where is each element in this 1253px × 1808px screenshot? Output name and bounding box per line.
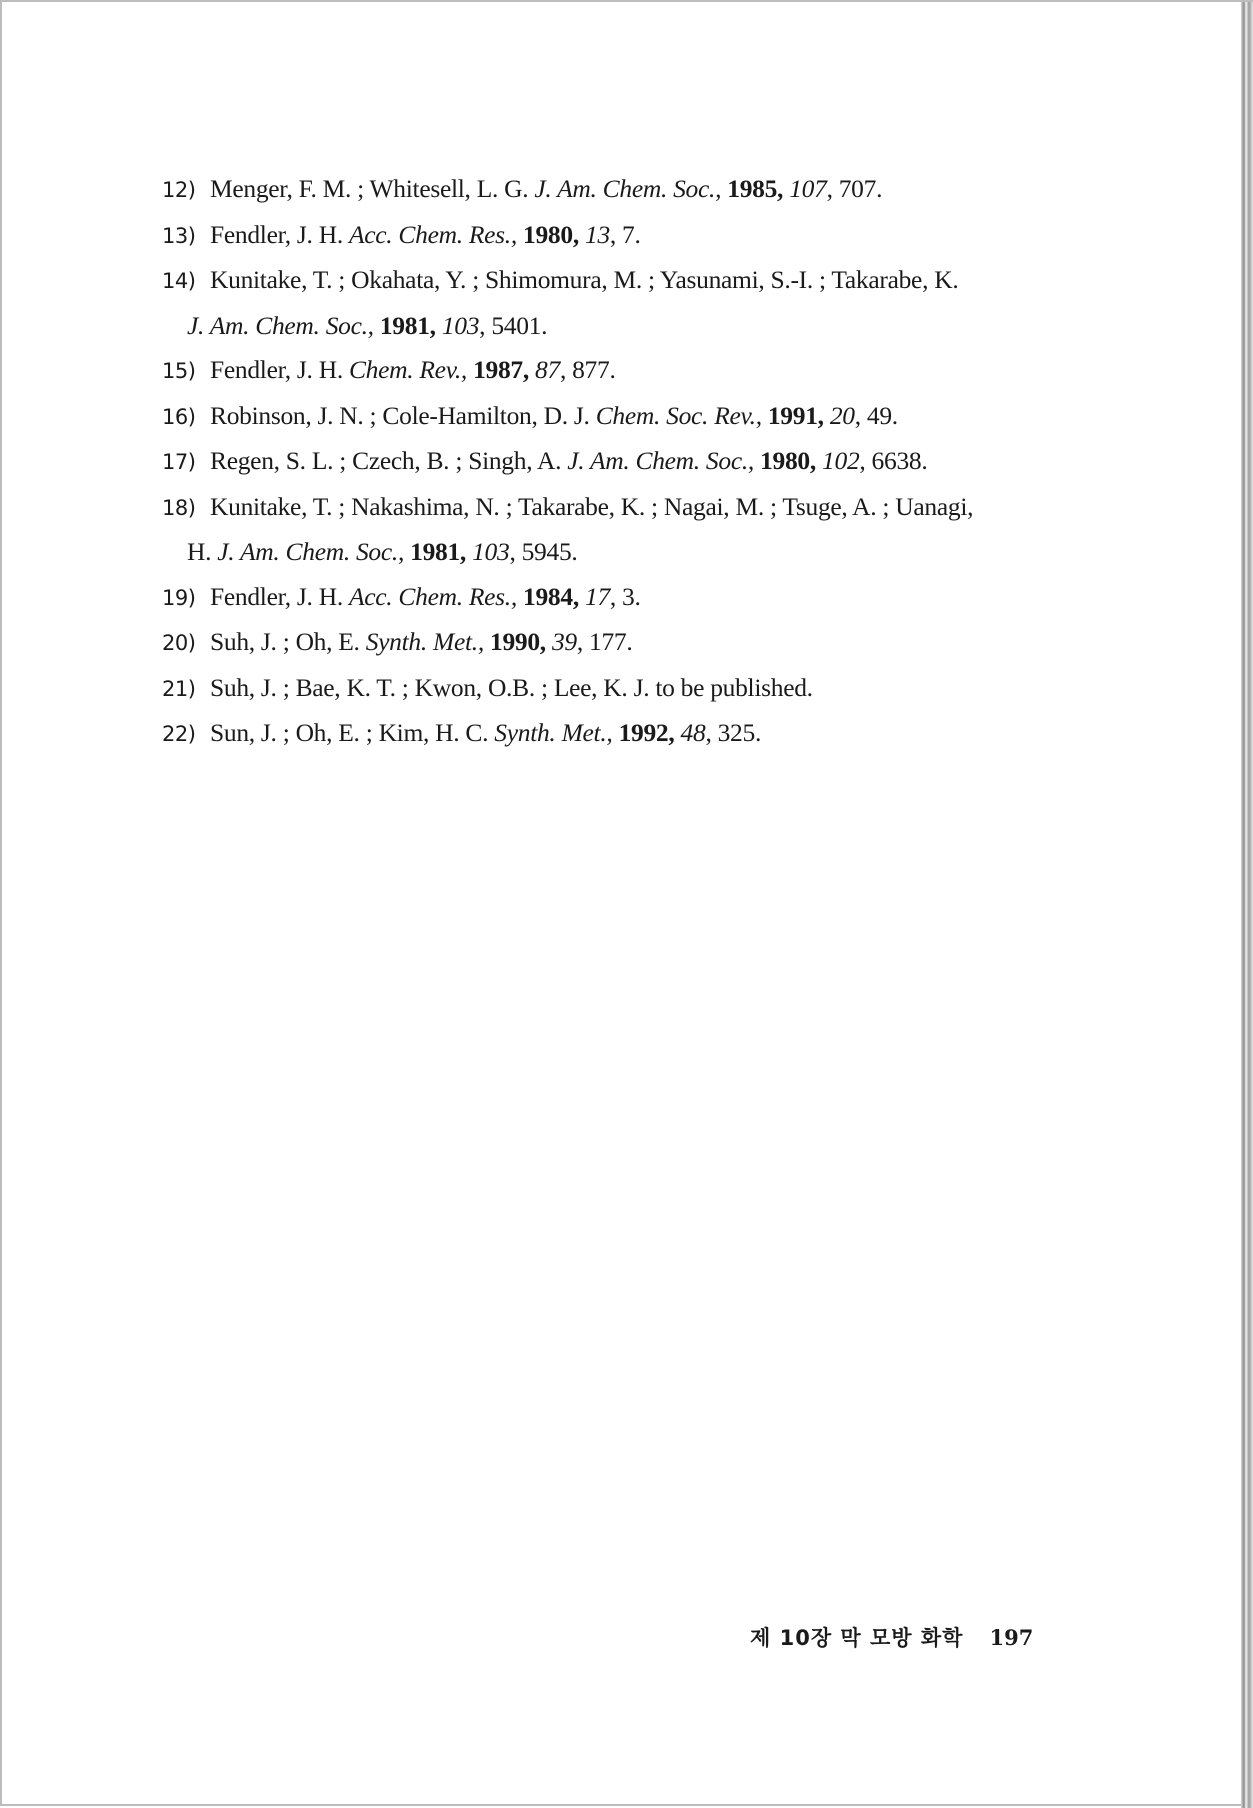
reference-authors: Fendler, J. H. [210,219,343,249]
reference-volume: 102 [822,446,860,475]
reference-year: 1990, [490,627,546,656]
reference-authors-continued: H. [187,537,212,566]
reference-volume: 13 [585,219,610,249]
reference-pages: , 177. [576,627,633,656]
reference-continuation [162,530,1082,575]
reference-pages: , 5945. [509,537,578,566]
reference-pages: , 5401. [479,310,548,340]
reference-item [162,620,1082,666]
reference-year: 1980, [760,446,816,475]
page-edge-shadow [1241,2,1253,1808]
reference-pages: , 6638. [859,446,928,475]
reference-volume: 39 [551,627,577,656]
reference-journal: Chem. Soc. Rev., [595,400,762,430]
reference-text: Suh, J. ; Bae, K. T. ; Kwon, O.B. ; Lee, K. J. to be published. [210,672,813,702]
reference-pages: , 325. [705,718,762,747]
reference-authors: Robinson, J. N. ; Cole-Hamilton, D. J. [210,400,590,430]
reference-number: 22) [162,722,196,746]
reference-journal: J. Am. Chem. Soc., [187,310,374,340]
reference-number: 12) [162,178,196,202]
reference-pages: , 707. [826,174,883,203]
reference-number: 19) [162,585,196,610]
reference-journal: Acc. Chem. Res., [348,219,517,249]
reference-item [162,394,1082,440]
reference-volume: 20 [829,400,855,430]
reference-item [162,213,1082,259]
reference-number: 17) [162,450,196,474]
reference-volume: 48 [680,718,706,747]
reference-item [162,711,1082,757]
reference-year: 1992, [618,718,675,747]
reference-number: 13) [162,223,196,248]
page-number: 197 [989,1625,1034,1650]
reference-authors: Kunitake, T. ; Okahata, Y. ; Shimomura, M. ; Yasunami, S.-I. ; Takarabe, K. [210,265,959,294]
reference-authors: Suh, J. ; Oh, E. [210,627,360,656]
reference-year: 1980, [523,219,579,249]
reference-journal: Synth. Met., [365,627,484,656]
reference-authors: Fendler, J. H. [210,581,343,611]
reference-year: 1981, [410,537,467,566]
reference-number: 18) [162,495,196,520]
reference-year: 1984, [523,581,579,611]
reference-volume: 87 [535,355,560,384]
page-footer [750,1622,1033,1652]
reference-item [162,575,1082,621]
reference-volume: 107 [789,174,827,203]
reference-number: 20) [162,631,196,655]
reference-authors: Regen, S. L. ; Czech, B. ; Singh, A. [210,446,562,475]
reference-journal: Chem. Rev., [348,355,467,384]
reference-authors: Fendler, J. H. [210,355,343,384]
reference-pages: , 7. [609,219,641,249]
reference-item [162,439,1082,485]
reference-journal: J. Am. Chem. Soc., [567,446,754,475]
reference-pages: , 3. [609,581,641,611]
reference-authors: Menger, F. M. ; Whitesell, L. G. [210,174,529,203]
reference-year: 1987, [473,355,529,384]
reference-volume: 17 [585,581,610,611]
reference-item [162,666,1082,712]
reference-year: 1981, [379,310,436,340]
reference-authors: Kunitake, T. ; Nakashima, N. ; Takarabe, K. ; Nagai, M. ; Tsuge, A. ; Uanagi, [210,491,974,521]
reference-item [162,167,1082,213]
reference-number: 21) [162,676,196,701]
reference-year: 1985, [727,174,784,203]
reference-year: 1991, [767,400,824,430]
reference-journal: Synth. Met., [494,718,613,747]
reference-item [162,485,1082,575]
reference-number: 16) [162,404,196,429]
reference-item [162,258,1082,348]
reference-pages: , 877. [559,355,616,384]
reference-number: 14) [162,269,196,293]
reference-authors: Sun, J. ; Oh, E. ; Kim, H. C. [210,718,489,747]
reference-journal: Acc. Chem. Res., [348,581,517,611]
reference-volume: 103 [441,310,480,340]
chapter-title: 제 10장 막 모방 화학 [750,1626,964,1650]
reference-pages: , 49. [854,400,898,430]
reference-journal: J. Am. Chem. Soc., [217,537,405,566]
reference-continuation [162,304,1082,349]
reference-volume: 103 [472,537,510,566]
reference-number: 15) [162,359,196,383]
reference-item [162,348,1082,394]
reference-journal: J. Am. Chem. Soc., [534,174,722,203]
reference-list [162,167,1082,757]
